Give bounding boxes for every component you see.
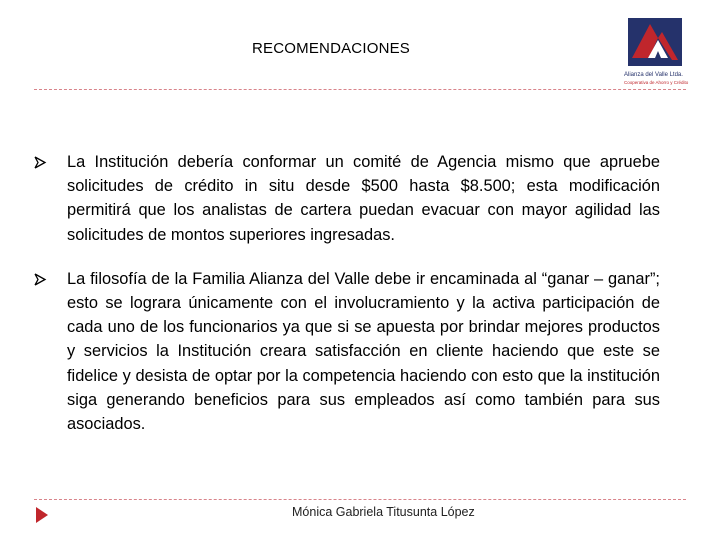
bottom-divider xyxy=(34,499,686,500)
triangle-arrow-icon xyxy=(36,507,48,528)
arrowhead-bullet-icon xyxy=(34,156,47,169)
slide-title: RECOMENDACIONES xyxy=(252,40,411,57)
logo-symbol-icon xyxy=(628,18,682,66)
footer-author: Mónica Gabriela Titusunta López xyxy=(292,505,475,519)
bullet-list xyxy=(34,150,660,456)
arrowhead-bullet-icon xyxy=(34,273,47,286)
logo xyxy=(624,18,689,90)
bullet-text: La filosofía de la Familia Alianza del Valle debe ir encaminada al “ganar – ganar”; esto se lograra únicamente con el involucramiento y la activa participación de cada uno de los funcionarios ya que si se apuesta por brindar mejores productos y servicios la Institución creara satisfacción en cliente haciendo que este se fidelice y desista de optar por la competencia haciendo con esto que la institución siga generando beneficios para sus empleados así como también para sus asociados. xyxy=(67,269,660,434)
logo-text xyxy=(624,72,688,86)
bullet-item xyxy=(34,150,660,247)
bullet-text: La Institución debería conformar un comité de Agencia mismo que apruebe solicitudes de crédito in situ desde $500 hasta $8.500; esta modificación permitirá que los analistas de cartera puedan evacuar con mayor agilidad las solicitudes de montos superiores ingresadas. xyxy=(67,153,660,244)
bullet-item xyxy=(34,267,660,436)
logo-tagline: Cooperativa de Ahorro y Crédito xyxy=(624,80,689,85)
top-divider xyxy=(34,89,686,90)
logo-mark xyxy=(628,18,682,66)
logo-name: Alianza del Valle Ltda. xyxy=(624,72,683,78)
